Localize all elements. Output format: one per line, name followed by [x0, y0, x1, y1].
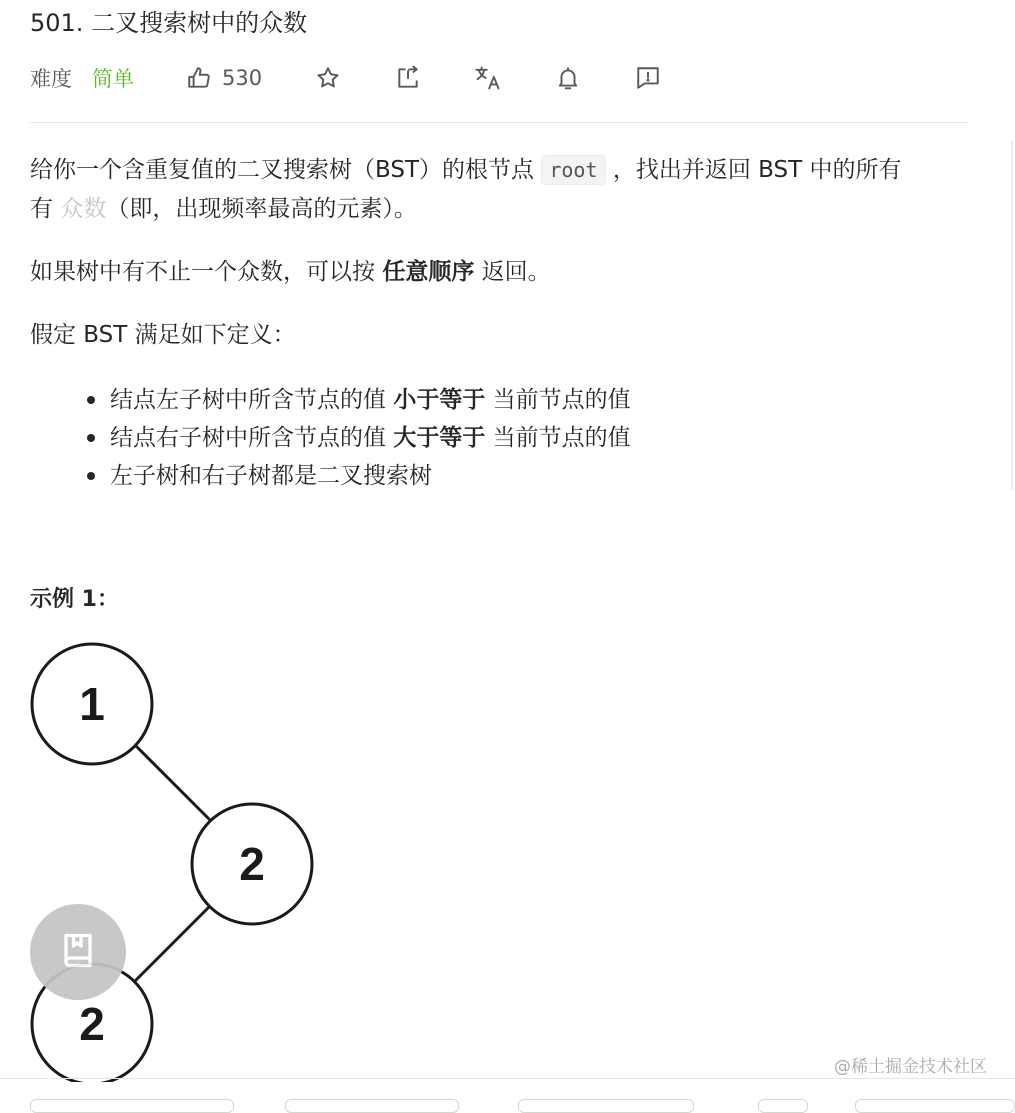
- tree-node-right: [192, 804, 312, 924]
- rule-text: 结点左子树中所含节点的值: [110, 387, 386, 413]
- header-divider: [30, 122, 968, 123]
- notebook-icon: [60, 932, 96, 972]
- rule-bold: 小于等于: [393, 387, 486, 413]
- bell-icon: [555, 65, 581, 91]
- problem-title: 501. 二叉搜索树中的众数: [30, 9, 308, 37]
- bold-any-order: 任意顺序: [382, 259, 475, 285]
- tree-node-root: [32, 644, 152, 764]
- list-item: [30, 381, 631, 419]
- watermark: @稀土掘金技术社区: [834, 1057, 987, 1077]
- description-paragraph-3: 假定 BST 满足如下定义：: [30, 322, 296, 348]
- difficulty-label: 难度: [30, 67, 72, 91]
- rule-bold: 大于等于: [393, 425, 486, 451]
- description-paragraph-2: [30, 253, 975, 292]
- notes-fab-button[interactable]: [30, 904, 126, 1000]
- bottom-tab[interactable]: [518, 1099, 694, 1113]
- rule-text: 结点右子树中所含节点的值: [110, 425, 386, 451]
- bottom-tab-bar: [0, 1094, 1015, 1104]
- desc-text: ，找出并返回 BST 中的所有: [612, 157, 902, 183]
- description-paragraph-1: [30, 151, 975, 229]
- share-icon: [395, 65, 421, 91]
- favorite-button[interactable]: [314, 64, 342, 92]
- thumbs-up-icon: [186, 65, 212, 91]
- star-icon: [315, 65, 341, 91]
- bottom-tab[interactable]: [285, 1099, 459, 1113]
- tree-node-label: 2: [239, 838, 265, 890]
- tree-node-label: 1: [79, 678, 105, 730]
- rule-text: 左子树和右子树都是二叉搜索树: [110, 463, 432, 489]
- list-item: [30, 457, 631, 495]
- bst-definition-list: [30, 381, 631, 495]
- rule-text: 当前节点的值: [492, 425, 631, 451]
- like-count: 530: [222, 66, 263, 90]
- bottom-divider: [0, 1078, 1015, 1079]
- desc-text: 如果树中有不止一个众数，可以按: [30, 259, 375, 285]
- feedback-button[interactable]: [634, 64, 662, 92]
- notify-button[interactable]: [554, 64, 582, 92]
- bottom-tab[interactable]: [30, 1099, 234, 1113]
- bottom-tab[interactable]: [855, 1099, 1015, 1113]
- tree-edge: [134, 904, 212, 982]
- desc-text: 返回。: [481, 259, 551, 285]
- tree-edge: [134, 744, 212, 822]
- inline-code-root: root: [541, 155, 605, 185]
- desc-text: 有: [30, 196, 61, 222]
- desc-text: （即，出现频率最高的元素）。: [106, 196, 417, 222]
- difficulty-badge: 简单: [92, 67, 134, 91]
- list-item: [30, 419, 631, 457]
- problem-meta-bar: [30, 60, 662, 96]
- example-tree-diagram: [30, 642, 330, 1082]
- translate-button[interactable]: [474, 64, 502, 92]
- like-button[interactable]: [186, 65, 262, 91]
- bottom-tab[interactable]: [758, 1099, 808, 1113]
- tree-node-label: 2: [79, 998, 105, 1050]
- share-button[interactable]: [394, 64, 422, 92]
- translate-icon: [474, 64, 502, 92]
- feedback-icon: [635, 65, 661, 91]
- rule-text: 当前节点的值: [492, 387, 631, 413]
- example-title: 示例 1：: [30, 587, 119, 612]
- mode-term-link[interactable]: 众数: [60, 196, 107, 222]
- scrollbar[interactable]: [1011, 140, 1013, 490]
- desc-text: 给你一个含重复值的二叉搜索树（BST）的根节点: [30, 157, 535, 183]
